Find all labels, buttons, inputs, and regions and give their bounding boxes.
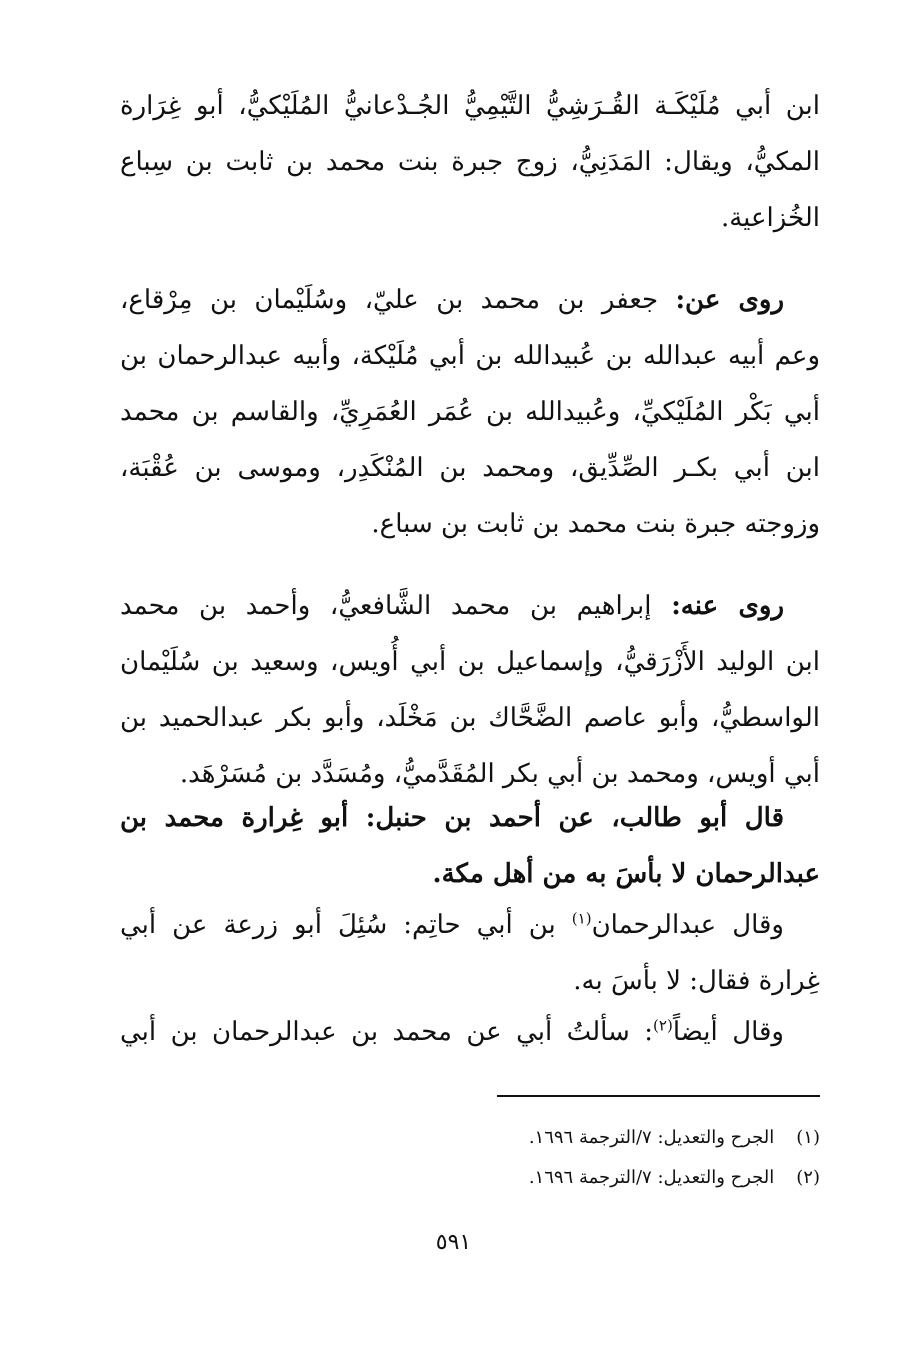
text-line: أبي أويس، ومحمد بن أبي بكر المُقَدَّميُّ، ومُسَدَّد بن مُسَرْهَد. [179, 759, 820, 789]
paragraph-ibn-abi-hatim [120, 897, 820, 1009]
text-line: ابن الوليد الأَزْرَقيُّ، وإسماعيل بن أبي أُويس، وسعيد بن سُلَيْمان [120, 647, 820, 677]
text-line [120, 897, 820, 953]
text-line: غِرارة فقال: لا بأسَ به. [573, 966, 820, 996]
section-heading: روى عن: [675, 285, 785, 315]
paragraph-narrated-from [120, 272, 820, 552]
text-line: قال أبو طالب، عن أحمد بن حنبل: أبو غِرارة محمد بن [120, 803, 784, 833]
text-line: أبي بَكْر المُلَيْكيِّ، وعُبيدالله بن عُمَر العُمَرِيِّ، والقاسم بن محمد [120, 397, 820, 427]
page-number: ٥٩١ [435, 1230, 472, 1255]
footnote-text: الجرح والتعديل: ٧/الترجمة ١٦٩٦. [528, 1127, 775, 1148]
text-fragment: بن أبي حاتِم: سُئِلَ أبو زرعة عن أبي [120, 910, 572, 940]
text-line [120, 578, 820, 634]
text-fragment: جعفر بن محمد بن عليّ، وسُلَيْمان بن مِرْقاع، [120, 285, 676, 315]
footnote-divider [497, 1095, 820, 1097]
paragraph-narrated-by [120, 578, 820, 802]
text-line: وزوجته جبرة بنت محمد بن ثابت بن سباع. [371, 509, 820, 539]
text-line: وعم أبيه عبدالله بن عُبيدالله بن أبي مُلَيْكة، وأبيه عبدالرحمان بن [120, 341, 820, 371]
text-fragment: إبراهيم بن محمد الشَّافعيُّ، وأحمد بن محمد [120, 591, 672, 621]
paragraph-also-said [120, 1004, 820, 1060]
footnote-text: الجرح والتعديل: ٧/الترجمة ١٦٩٦. [528, 1167, 775, 1188]
section-heading: روى عنه: [671, 591, 784, 621]
text-line: المكيُّ، ويقال: المَدَنِيُّ، زوج جبرة بنت محمد بن ثابت بن سِباع [120, 147, 820, 177]
text-line: ابن أبي مُلَيْكَـة القُـرَشِيُّ التَّيْمِيُّ الجُـدْعانيُّ المُلَيْكيُّ، أبو غِرَارة [120, 91, 820, 121]
text-line: الواسطيُّ، وأبو عاصم الضَّحَّاك بن مَخْلَد، وأبو بكر عبدالحميد بن [120, 703, 820, 733]
text-line [120, 846, 820, 902]
text-line: الخُزاعية. [720, 203, 820, 233]
footnote-item [420, 1118, 820, 1158]
footnotes [420, 1118, 820, 1198]
paragraph-abu-talib [120, 790, 820, 902]
footnote-marker: (١) [571, 909, 592, 928]
footnote-number: (٢) [796, 1167, 820, 1188]
text-fragment: وقال أيضاً [672, 1017, 784, 1047]
footnote-item [420, 1158, 820, 1198]
footnote-number: (١) [796, 1127, 820, 1148]
text-fragment: : سألتُ أبي عن محمد بن عبدالرحمان بن أبي [120, 1017, 654, 1047]
text-fragment: وقال عبدالرحمان [591, 910, 784, 940]
text-line: ابن أبي بكـر الصِّدِّيق، ومحمد بن المُنْكَدِر، وموسى بن عُقْبَة، [120, 453, 820, 483]
text-line [120, 272, 820, 328]
footnote-marker: (٢) [653, 1016, 673, 1035]
paragraph-intro [120, 78, 820, 246]
text-line [120, 1004, 820, 1060]
text-fragment: عبدالرحمان لا بأسَ به من أهل مكة. [432, 859, 820, 889]
